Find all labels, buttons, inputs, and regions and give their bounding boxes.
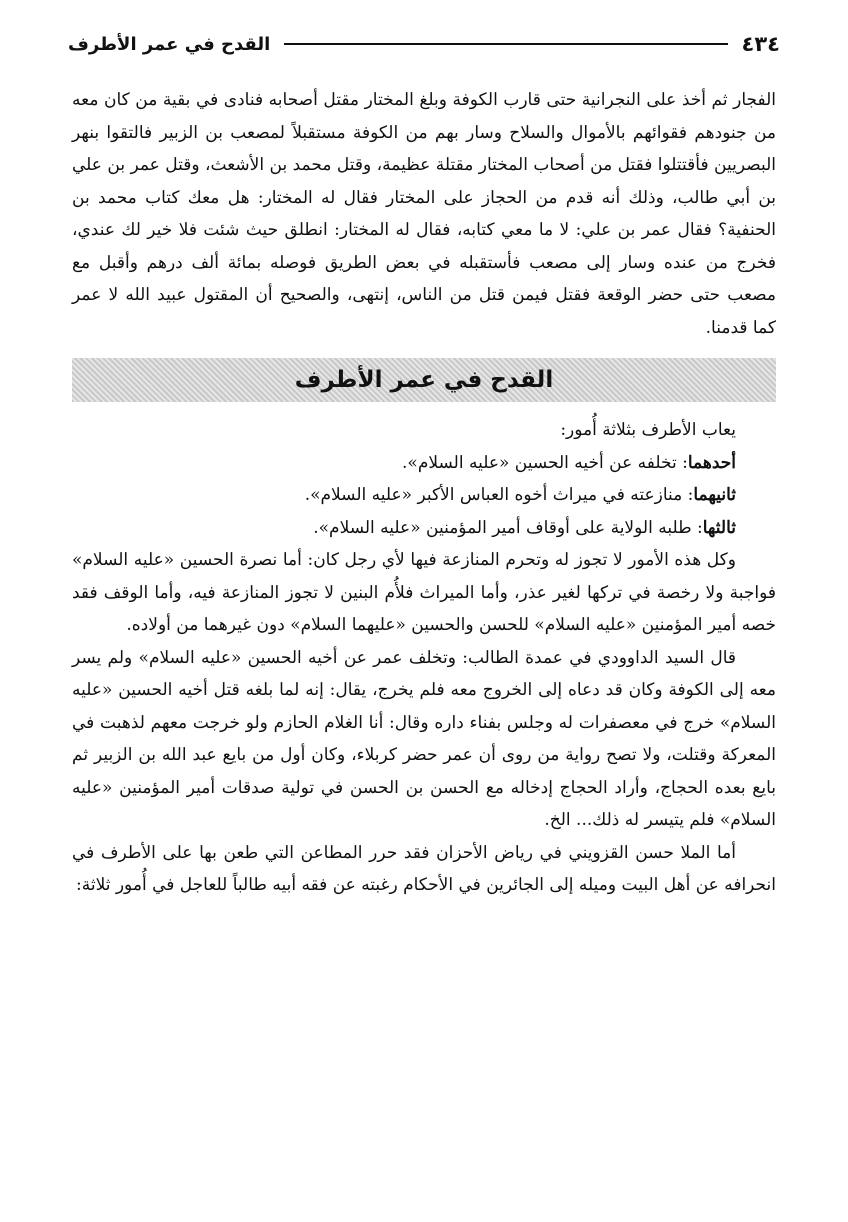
paragraph: وكل هذه الأمور لا تجوز له وتحرم المنازعة فيها لأي رجل كان: أما نصرة الحسين «عليه السلام» فواجبة ولا رخصة في تركها لغير عذر، وأما الميراث فلأُم البنين لا تجوز المنازعة فيه، وأما الوقف فقد خصه أمير المؤمنين «عليه السلام» للحسن والحسين «عليهما السلام» دون غيرهما من أولاده. (72, 550, 776, 635)
page-body (72, 84, 776, 902)
paragraph: أما الملا حسن القزويني في رياض الأحزان فقد حرر المطاعن التي طعن بها على الأطرف في انحرافه عن أهل البيت وميله إلى الجائرين في الأحكام رغبته عن فقه أبيه طالباً للعاجل في أُمور ثلاثة: (72, 842, 776, 895)
list-item (72, 479, 776, 512)
paragraph-continuation: الفجار ثم أخذ على النجرانية حتى قارب الكوفة وبلغ المختار مقتل أصحابه فنادى في بقية من كان معه من جنودهم فقوائهم بالأموال والسلاح وسار بهم من الكوفة مستقبلاً لمصعب بن الزبير فالتقوا بنهر البصريين فأقتتلوا فقتل من أصحاب المختار مقتلة عظيمة، وقتل محمد بن الأشعث، وقتل عمر بن علي بن أبي طالب، وذلك أنه قدم من الحجاز على المختار فقال له المختار: هل معك كتاب محمد بن الحنفية؟ فقال عمر بن علي: لا ما معي كتابه، فقال له المختار: انطلق حيث شئت فلا خير لك عندي، فخرج من عنده وسار إلى مصعب فأستقبله في بعض الطريق فوصله بمائة ألف درهم وأقبل مع مصعب حتى حضر الوقعة فقتل فيمن قتل من الناس، إنتهى، والصحيح أن المقتول عبيد الله لا عمر كما قدمنا. (72, 90, 776, 338)
list-item (72, 512, 776, 545)
list-item-label: ثالثها (702, 517, 736, 538)
list-item-text: : طلبه الولاية على أوقاف أمير المؤمنين «عليه السلام». (313, 517, 703, 538)
list-item-text: : تخلفه عن أخيه الحسين «عليه السلام». (402, 452, 688, 473)
list-item-label: ثانيهما (693, 485, 736, 505)
page-header (68, 28, 780, 60)
running-title: القدح في عمر الأطرف (68, 33, 271, 55)
page-number: ٤٣٤ (741, 32, 780, 56)
list-intro: يعاب الأطرف بثلاثة أُمور: (560, 420, 736, 440)
section-heading-band (72, 358, 776, 402)
section-title: القدح في عمر الأطرف (294, 366, 554, 393)
paragraph: قال السيد الداوودي في عمدة الطالب: وتخلف عمر عن أخيه الحسين «عليه السلام» ولم يسر معه إلى الكوفة وكان قد دعاه إلى الخروج معه فلم يخرج، يقال: إنه لما بلغه قتل أخيه الحسين «عليه السلام» خرج في معصفرات له وجلس بفناء داره وقال: أنا الغلام الحازم ولو خرجت معهم لذهبت في المعركة وقتلت، ولا تصح رواية من روى أن عمر حضر كربلاء، وكان أول من بايع عبد الله بن الزبير ثم بايع بعده الحجاج، وأراد الحجاج إدخاله مع الحسن بن الحسن في تولية صدقات أمير المؤمنين «عليه السلام» فلم يتيسر له ذلك... الخ. (72, 647, 776, 830)
list-item-label: أحدهما (687, 452, 736, 473)
header-rule (284, 43, 727, 45)
list-item (72, 447, 776, 480)
list-item-text: : منازعته في ميراث أخوه العباس الأكبر «عليه السلام». (304, 485, 694, 505)
